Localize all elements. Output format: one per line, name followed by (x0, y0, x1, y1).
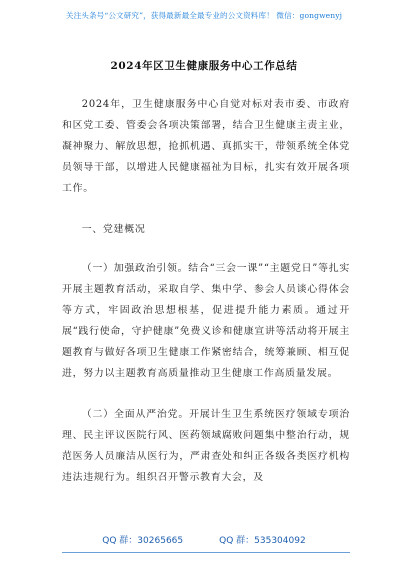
paragraph-political-guidance: （一）加强政治引领。结合“三会一课”“主题党日”等扎实开展主题教育活动，采取自学、集中学、参会人员谈心得体会等方式，牢固政治思想根基，促进提升能力素质。通过开展“践行使命，守护健康”免费义诊和健康宣讲等活动将开展主题教育与做好各项卫生健康工作紧密结合，统筹兼顾、相互促进，努力以主题教育高质量推动卫生健康工作高质量发展。 (62, 262, 350, 380)
footer-qq-group-1: QQ 群：30265665 (102, 536, 184, 546)
document-body (62, 94, 350, 489)
footer-divider (62, 552, 350, 553)
section-heading-party-building: 一、党建概况 (81, 224, 146, 236)
footer-qq-groups (0, 533, 408, 546)
intro-paragraph: 2024年，卫生健康服务中心自觉对标对表市委、市政府和区党工委、管委会各项决策部署，结合卫生健康主责主业，凝神聚力、解放思想，抢抓机遇、真抓实干，带领系统全体党员领导干部，以增进人民健康福祉为目标，扎实有效开展各项工作。 (62, 99, 350, 195)
document-title: 2024年区卫生健康服务中心工作总结 (110, 60, 298, 72)
header-promo-note: 关注头条号“公文研究”，获得最新最全最专业的公文资料库！ 微信：gongwenyj (65, 11, 343, 20)
paragraph-strict-governance: （二）全面从严治党。开展计生卫生系统医疗领域专项治理、民主评议医院行风、医药领域腐败问题集中整治行动，规范医务人员廉洁从医行为，严肃查处和纠正各级各类医疗机构违法违规行为。组织召开警示教育大会，及 (62, 409, 350, 484)
footer-qq-group-2: QQ 群：535304092 (219, 536, 306, 546)
